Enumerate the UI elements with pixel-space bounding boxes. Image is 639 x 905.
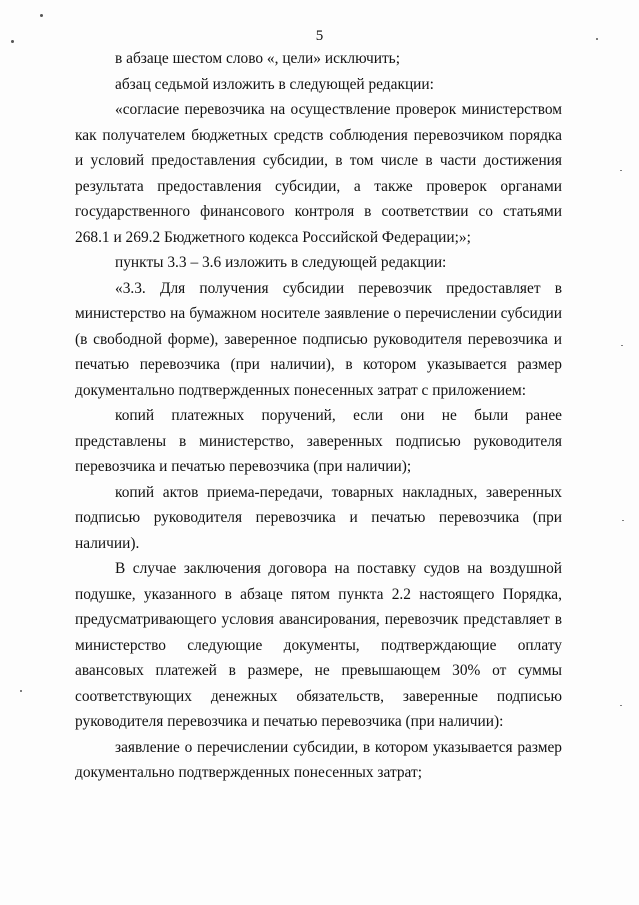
paragraph: В случае заключения договора на поставку судов на воздушной подушке, указанного в абзаце пятом пункта 2.2 настоящего Порядка, предусматривающего условия авансирования, перевозчик представляет в министерство следующие документы, подтверждающие оплату авансовых платежей в размере, не превышающем 30% от суммы соответствующих денежных обязательств, заверенные подписью руководителя перевозчика и печатью перевозчика (при наличии): [75, 560, 562, 730]
paragraph: заявление о перечислении субсидии, в котором указывается размер документально подтвержденных понесенных затрат; [75, 738, 562, 781]
scan-speck [620, 170, 622, 171]
paragraph: «согласие перевозчика на осуществление проверок министерством как получателем бюджетных средств соблюдения перевозчиком порядка и условий предоставления субсидии, в том числе в части достижения результата предоставления субсидии, а также проверок органами государственного финансового контроля в соответствии со статьями 268.1 и 269.2 Бюджетного кодекса Российской Федерации;»; [75, 101, 562, 246]
scan-speck [620, 705, 622, 706]
paragraph: абзац седьмой изложить в следующей редакции: [115, 75, 434, 93]
scan-speck [40, 14, 43, 17]
paragraph: копий платежных поручений, если они не были ранее представлены в министерство, заверенных подписью руководителя перевозчика и печатью перевозчика (при наличии); [75, 407, 562, 475]
document-body [75, 46, 562, 786]
page-number: 5 [315, 28, 324, 44]
scan-speck [622, 520, 624, 521]
paragraph: «3.3. Для получения субсидии перевозчик предоставляет в министерство на бумажном носителе заявление о перечислении субсидии (в свободной форме), заверенное подписью руководителя перевозчика и печатью перевозчика (при наличии), в котором указывается размер документально подтвержденных понесенных затрат с приложением: [75, 279, 562, 399]
scan-speck [20, 690, 22, 692]
paragraph: в абзаце шестом слово «, цели» исключить; [115, 50, 400, 67]
scan-speck [621, 345, 623, 346]
paragraph: копий актов приема-передачи, товарных накладных, заверенных подписью руководителя перевозчика и печатью перевозчика (при наличии). [75, 483, 562, 552]
paragraph: пункты 3.3 – 3.6 изложить в следующей редакции: [115, 254, 447, 271]
